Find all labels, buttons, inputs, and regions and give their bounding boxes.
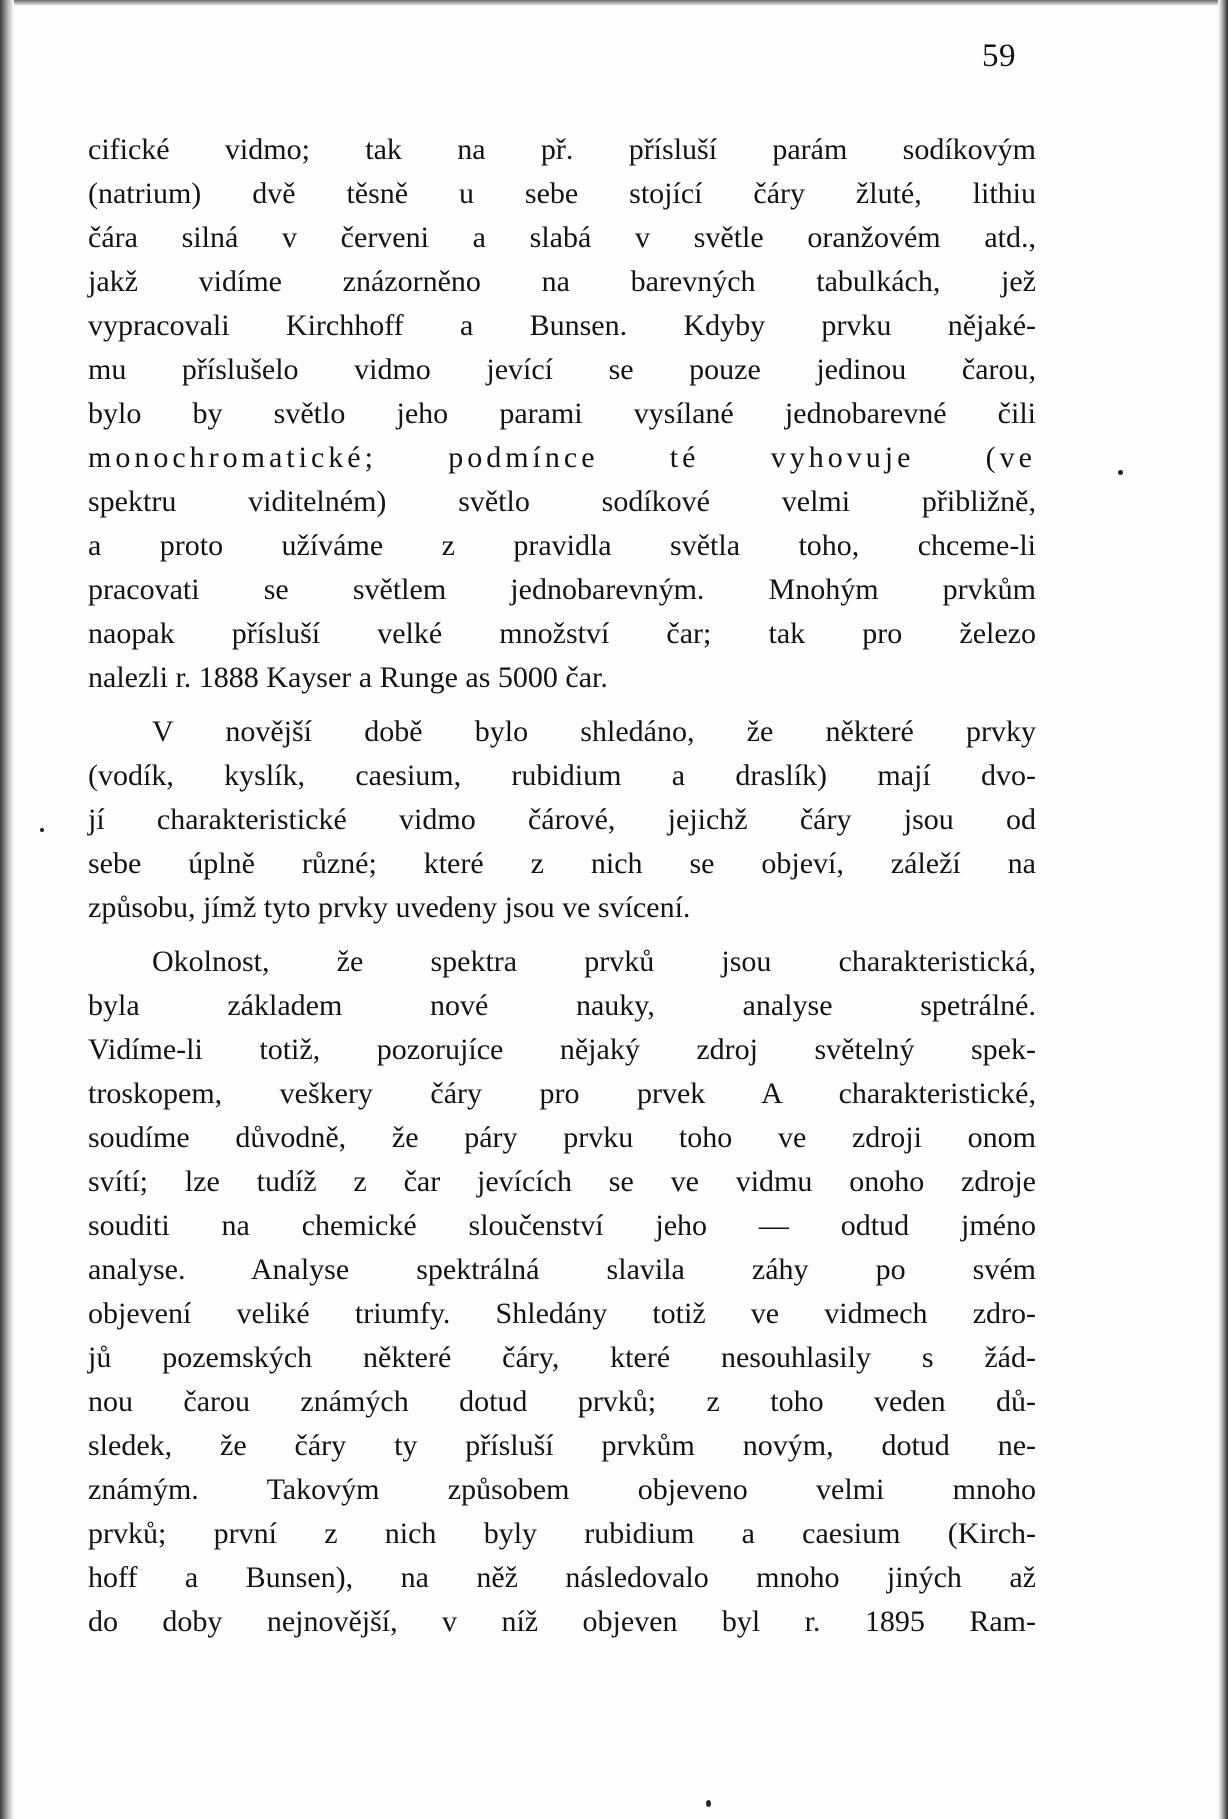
paragraph	[88, 128, 1036, 700]
text-line: V novější době bylo shledáno, že některé prvky	[152, 715, 1036, 748]
text-line: byla základem nové nauky, analyse spetrálné.	[88, 989, 1036, 1022]
paragraph	[88, 940, 1036, 1644]
page-right-edge	[1218, 0, 1228, 1819]
text-line: cifické vidmo; tak na př. přísluší parám sodíkovým	[88, 133, 1036, 166]
text-line: troskopem, veškery čáry pro prvek A charakteristické,	[88, 1077, 1036, 1110]
text-line: naopak přísluší velké množství čar; tak pro železo	[88, 617, 1036, 650]
text-line: souditi na chemické sloučenství jeho — odtud jméno	[88, 1209, 1036, 1242]
text-line: prvků; první z nich byly rubidium a caesium (Kirch-	[88, 1517, 1036, 1550]
print-speck	[40, 828, 44, 832]
text-line: pracovati se světlem jednobarevným. Mnohým prvkům	[88, 573, 1036, 606]
page-left-edge	[0, 0, 14, 1819]
text-line: nou čarou známých dotud prvků; z toho veden dů-	[88, 1385, 1036, 1418]
text-line: analyse. Analyse spektrálná slavila záhy po svém	[88, 1253, 1036, 1286]
paragraph-gap	[88, 930, 1036, 940]
text-line: jí charakteristické vidmo čárové, jejichž čáry jsou od	[88, 803, 1036, 836]
text-line: spektru viditelném) světlo sodíkové velmi přibližně,	[88, 485, 1036, 518]
print-speck	[706, 1800, 711, 1807]
text-line: sebe úplně různé; které z nich se objeví, záleží na	[88, 847, 1036, 880]
text-line: do doby nejnovější, v níž objeven byl r. 1895 Ram-	[88, 1605, 1036, 1638]
text-line: (vodík, kyslík, caesium, rubidium a draslík) mají dvo-	[88, 759, 1036, 792]
text-line: svítí; lze tudíž z čar jevících se ve vidmu onoho zdroje	[88, 1165, 1036, 1198]
text-line: nalezli r. 1888 Kayser a Runge as 5000 čar.	[88, 661, 608, 694]
text-line: známým. Takovým způsobem objeveno velmi mnoho	[88, 1473, 1036, 1506]
print-speck	[1118, 470, 1123, 475]
text-line: sledek, že čáry ty přísluší prvkům novým, dotud ne-	[88, 1429, 1036, 1462]
paragraph-gap	[88, 700, 1036, 710]
text-line: objevení veliké triumfy. Shledány totiž ve vidmech zdro-	[88, 1297, 1036, 1330]
text-line: Okolnost, že spektra prvků jsou charakteristická,	[152, 945, 1036, 978]
text-line: monochromatické; podmínce té vyhovuje (ve	[88, 441, 1036, 474]
text-line: způsobu, jímž tyto prvky uvedeny jsou ve svícení.	[88, 891, 691, 924]
text-line: Vidíme-li totiž, pozorujíce nějaký zdroj světelný spek-	[88, 1033, 1036, 1066]
text-line: jů pozemských některé čáry, které nesouhlasily s žád-	[88, 1341, 1036, 1374]
text-line: bylo by světlo jeho parami vysílané jednobarevné čili	[88, 397, 1036, 430]
text-line: hoff a Bunsen), na něž následovalo mnoho jiných až	[88, 1561, 1036, 1594]
body-text	[88, 128, 1036, 1644]
text-line: vypracovali Kirchhoff a Bunsen. Kdyby prvku nějaké-	[88, 309, 1036, 342]
text-line: soudíme důvodně, že páry prvku toho ve zdroji onom	[88, 1121, 1036, 1154]
text-line: mu příslušelo vidmo jevící se pouze jedinou čarou,	[88, 353, 1036, 386]
paragraph	[88, 710, 1036, 930]
text-line: jakž vidíme znázorněno na barevných tabulkách, jež	[88, 265, 1036, 298]
text-line: a proto užíváme z pravidla světla toho, chceme-li	[88, 529, 1036, 562]
page-number: 59	[982, 38, 1016, 74]
text-line: čára silná v červeni a slabá v světle oranžovém atd.,	[88, 221, 1036, 254]
page-top-edge	[0, 0, 1228, 6]
text-line: (natrium) dvě těsně u sebe stojící čáry žluté, lithiu	[88, 177, 1036, 210]
